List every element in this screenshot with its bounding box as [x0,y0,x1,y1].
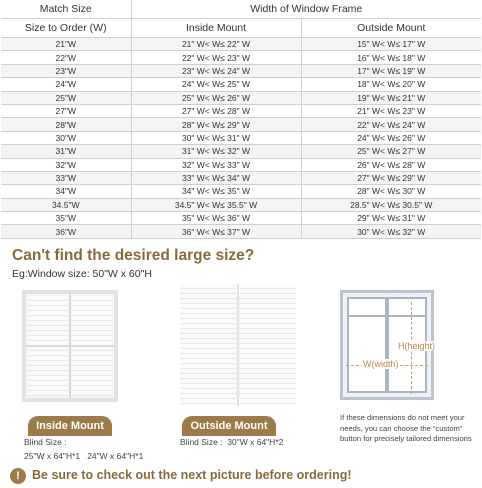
cell-outside: 26" W< W≤ 28" W [301,158,481,171]
cell-outside: 27" W< W≤ 29" W [301,171,481,184]
cell-order: 33"W [1,171,131,184]
cell-inside: 32" W< W≤ 33" W [131,158,301,171]
table-row [1,225,481,238]
cell-outside: 29" W< W≤ 31" W [301,212,481,225]
header-width-frame: Width of Window Frame [131,0,481,19]
cell-inside: 31" W< W≤ 32" W [131,145,301,158]
table-row [1,38,481,51]
cell-inside: 36" W< W≤ 37" W [131,225,301,238]
cell-outside: 28" W< W≤ 30" W [301,185,481,198]
cell-inside: 22" W< W≤ 23" W [131,51,301,64]
cell-order: 36"W [1,225,131,238]
cell-order: 21"W [1,38,131,51]
cell-inside: 30" W< W≤ 31" W [131,131,301,144]
cell-inside: 27" W< W≤ 28" W [131,104,301,117]
cell-order: 25"W [1,91,131,104]
cell-outside: 19" W< W≤ 21" W [301,91,481,104]
table-row [1,198,481,211]
cell-order: 23"W [1,64,131,77]
cell-order: 28"W [1,118,131,131]
header-outside-mount: Outside Mount [301,19,481,38]
cell-outside: 24" W< W≤ 26" W [301,131,481,144]
cell-outside: 17" W< W≤ 19" W [301,64,481,77]
cell-outside: 30" W< W≤ 32" W [301,225,481,238]
cell-inside: 33" W< W≤ 34" W [131,171,301,184]
cell-order: 24"W [1,78,131,91]
window-transom [347,297,427,317]
cell-inside: 35" W< W≤ 36" W [131,212,301,225]
cell-outside: 15" W< W≤ 17" W [301,38,481,51]
cell-order: 30"W [1,131,131,144]
size-chart-table [1,0,481,239]
table-row [1,51,481,64]
outside-blind-size: Blind Size : 30"W x 64"H*2 [180,437,284,447]
table-row [1,78,481,91]
warning-icon: ! [10,468,26,484]
width-label: W(width) [363,359,399,369]
cell-order: 22"W [1,51,131,64]
cell-inside: 24" W< W≤ 25" W [131,78,301,91]
table-row [1,145,481,158]
cell-order: 27"W [1,104,131,117]
cell-inside: 34.5" W< W≤ 35.5" W [131,198,301,211]
headline: Can't find the desired large size? [12,247,255,264]
table-row [1,91,481,104]
cell-order: 34.5"W [1,198,131,211]
outside-mount-label: Outside Mount [182,416,276,436]
table-body [1,38,481,239]
table-row [1,212,481,225]
cell-order: 34"W [1,185,131,198]
inside-mount-illustration [22,290,118,402]
cell-outside: 21" W< W≤ 23" W [301,104,481,117]
cell-order: 35"W [1,212,131,225]
cell-outside: 16" W< W≤ 18" W [301,51,481,64]
window-rail [26,345,114,347]
header-match-size: Match Size [1,0,131,19]
cell-inside: 28" W< W≤ 29" W [131,118,301,131]
example-window-size: Eg:Window size: 50"W x 60"H [12,268,152,280]
table-row [1,171,481,184]
blind-left [180,284,236,406]
inside-blind-size-values: 25"W x 64"H*1 24"W x 64"H*1 [24,451,144,461]
cell-outside: 22" W< W≤ 24" W [301,118,481,131]
footer-reminder: Be sure to check out the next picture before ordering! [32,468,352,482]
inside-blind-size-label: Blind Size : [24,437,67,447]
inside-mount-label: Inside Mount [28,416,112,436]
cell-inside: 21" W< W≤ 22" W [131,38,301,51]
blind-right [240,284,296,406]
cell-inside: 25" W< W≤ 26" W [131,91,301,104]
cell-order: 32"W [1,158,131,171]
table-row [1,104,481,117]
table-row [1,131,481,144]
cell-outside: 18" W< W≤ 20" W [301,78,481,91]
outside-mount-illustration [178,284,298,408]
table-header-row-1 [1,0,481,19]
table-row [1,64,481,77]
custom-size-note: If these dimensions do not meet your needs, you can choose the “custom” button for precisely tailored dimensions [340,413,472,443]
cell-outside: 28.5" W< W≤ 30.5" W [301,198,481,211]
table-header-row-2 [1,19,481,38]
table-row [1,118,481,131]
cell-inside: 34" W< W≤ 35" W [131,185,301,198]
height-label: H(height) [398,341,436,351]
cell-order: 31"W [1,145,131,158]
header-inside-mount: Inside Mount [131,19,301,38]
blind-gap [237,284,239,406]
cell-outside: 25" W< W≤ 27" W [301,145,481,158]
cell-inside: 23" W< W≤ 24" W [131,64,301,77]
table-row [1,185,481,198]
table-row [1,158,481,171]
header-size-to-order: Size to Order (W) [1,19,131,38]
